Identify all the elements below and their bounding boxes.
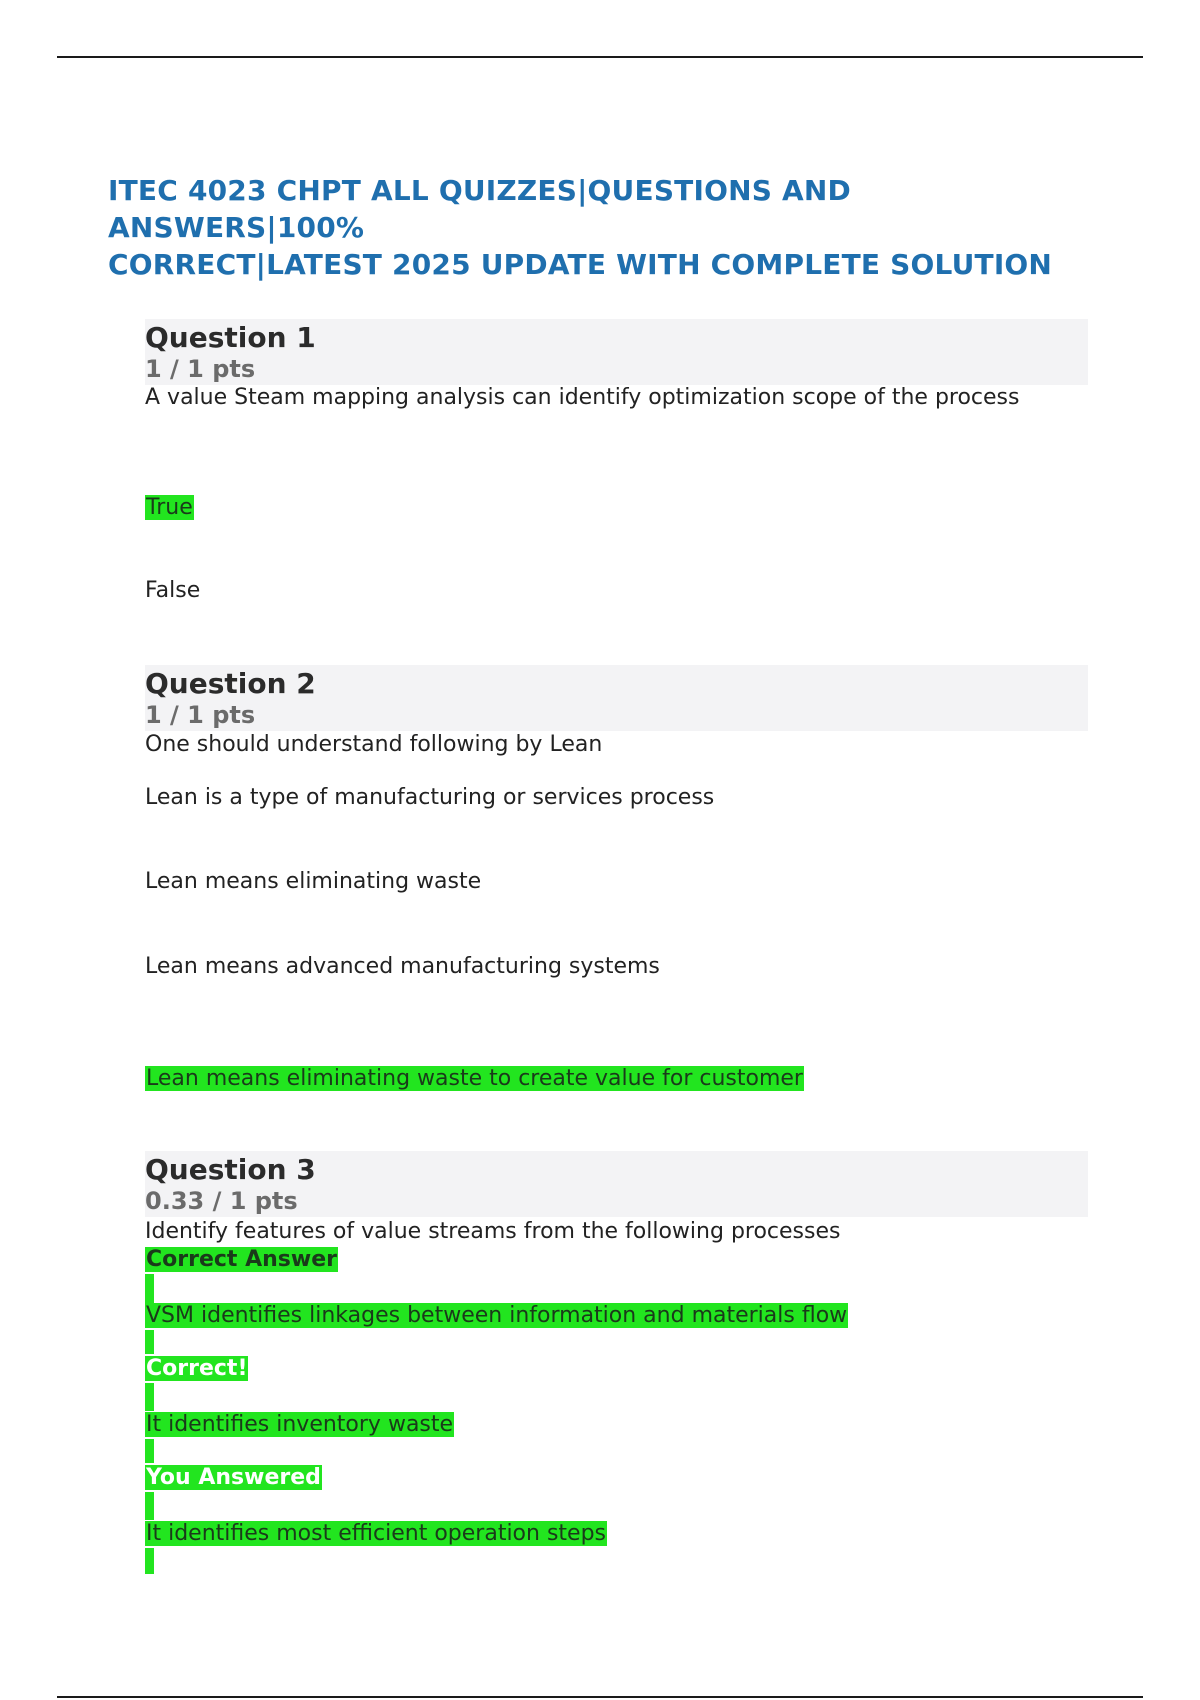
question-2-prompt: One should understand following by Lean <box>145 732 603 757</box>
question-1-header <box>145 319 1088 385</box>
question-2-option-4-label: Lean means eliminating waste to create value for customer <box>146 1066 803 1091</box>
question-2-option-3[interactable] <box>145 953 660 981</box>
question-2-option-1-label: Lean is a type of manufacturing or services process <box>145 785 715 810</box>
question-3-prompt: Identify features of value streams from the following processes <box>145 1219 841 1244</box>
question-3-correct-label <box>145 1355 248 1383</box>
question-1-title: Question 1 <box>145 321 316 354</box>
document-title <box>108 172 1088 283</box>
question-3-you-answered-label <box>145 1464 322 1492</box>
question-2-header <box>145 665 1088 731</box>
question-3-answer-2-label: It identifies inventory waste <box>146 1412 454 1437</box>
question-2-option-1[interactable] <box>145 784 714 812</box>
question-2-option-2-label: Lean means eliminating waste <box>145 869 482 894</box>
document-title-line-2: CORRECT|LATEST 2025 UPDATE WITH COMPLETE SOLUTION <box>108 248 1053 281</box>
question-3-correct-answer-label <box>145 1246 338 1274</box>
question-3-answer-3-label: It identifies most efficient operation steps <box>146 1521 607 1546</box>
answer-marker-bar <box>145 1492 154 1520</box>
question-1-prompt: A value Steam mapping analysis can identify optimization scope of the process <box>145 385 1020 410</box>
top-rule <box>57 56 1143 58</box>
question-1-option-2[interactable] <box>145 577 200 605</box>
question-1-option-1[interactable] <box>145 494 194 522</box>
question-3-title: Question 3 <box>145 1153 316 1186</box>
answer-marker-bar <box>145 1548 154 1574</box>
question-1-option-2-label: False <box>145 578 201 603</box>
question-2-option-3-label: Lean means advanced manufacturing systems <box>145 954 660 979</box>
question-1-points: 1 / 1 pts <box>145 355 256 383</box>
question-3-header <box>145 1151 1088 1217</box>
question-3-answer-1[interactable] <box>145 1302 848 1330</box>
bottom-rule <box>57 1696 1143 1698</box>
question-3-points: 0.33 / 1 pts <box>145 1187 298 1215</box>
question-2-points: 1 / 1 pts <box>145 701 256 729</box>
correct-badge: Correct! <box>146 1356 248 1381</box>
answer-marker-bar <box>145 1330 154 1354</box>
document-title-line-1: ITEC 4023 CHPT ALL QUIZZES|QUESTIONS AND ANSWERS|100% <box>108 174 851 244</box>
question-2-option-2[interactable] <box>145 868 481 896</box>
answer-marker-bar <box>145 1383 154 1411</box>
answer-marker-bar <box>145 1274 154 1304</box>
question-3-answer-2[interactable] <box>145 1411 454 1439</box>
question-3-answer-1-label: VSM identifies linkages between information and materials flow <box>146 1303 848 1328</box>
you-answered-badge: You Answered <box>146 1465 321 1490</box>
answer-marker-bar <box>145 1439 154 1463</box>
question-1-option-1-label: True <box>146 495 193 520</box>
question-2-option-4[interactable] <box>145 1065 804 1093</box>
question-2-title: Question 2 <box>145 667 316 700</box>
question-3-answer-3[interactable] <box>145 1520 607 1548</box>
correct-answer-badge: Correct Answer <box>146 1247 337 1272</box>
